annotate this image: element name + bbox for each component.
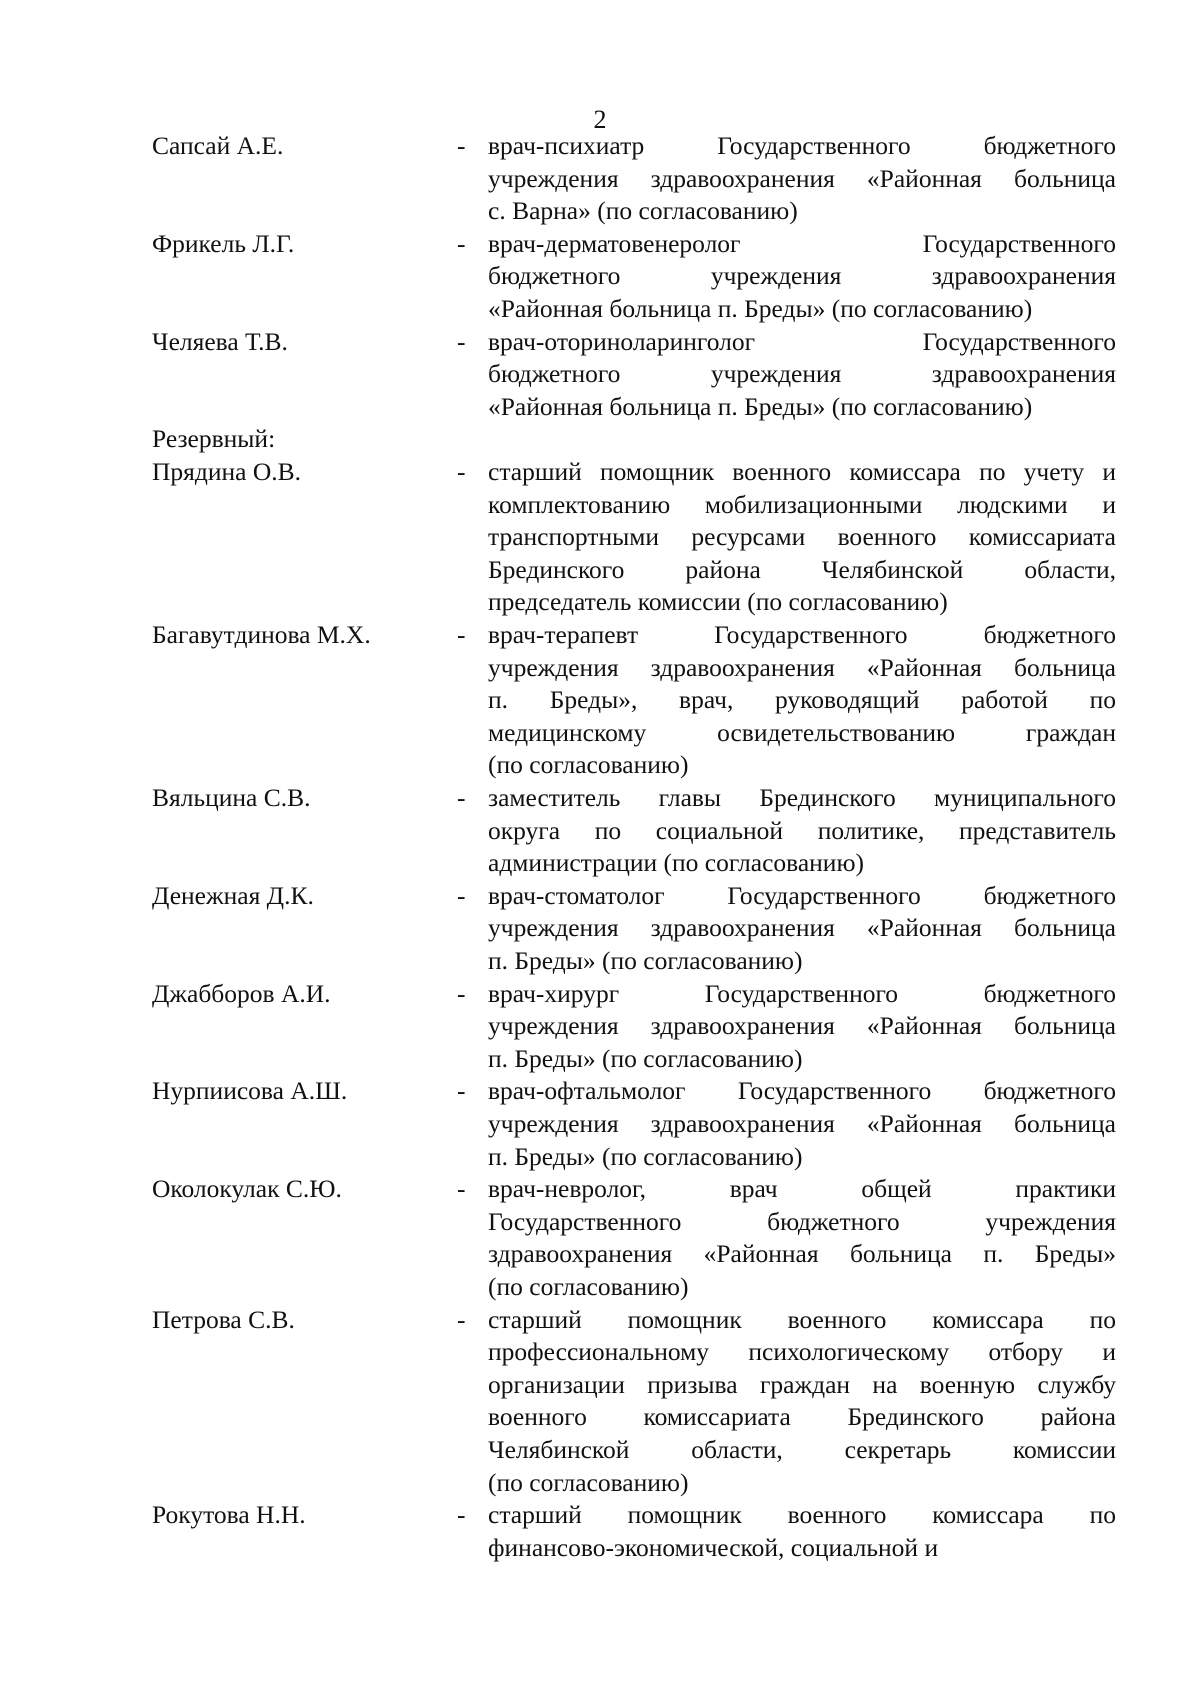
position-line: врач-оториноларинголог Государственного [488,326,1116,356]
member-name: Околокулак С.Ю. [152,1174,342,1204]
position-line: здравоохранения «Районная больница п. Бреды» [488,1239,1116,1269]
member-name: Рокутова Н.Н. [152,1500,306,1530]
position-line: военного комиссариата Брединского района [488,1402,1116,1432]
position-line: учреждения здравоохранения «Районная больница [488,163,1116,193]
position-line: финансово-экономической, социальной и [488,1532,939,1562]
member-position [488,1499,1116,1564]
entry-dash: - [457,228,466,258]
reserve-heading: Резервный: [152,424,276,454]
position-line: учреждения здравоохранения «Районная больница [488,913,1116,943]
entry-dash: - [457,1076,466,1106]
member-position [488,130,1116,228]
position-line: Челябинской области, секретарь комиссии [488,1434,1116,1464]
member-name: Джабборов А.И. [152,978,331,1008]
position-line: администрации (по согласованию) [488,848,864,878]
position-line: врач-хирург Государственного бюджетного [488,978,1116,1008]
position-line: бюджетного учреждения здравоохранения [488,261,1116,291]
member-name: Багавутдинова М.Х. [152,620,371,649]
position-line: (по согласованию) [488,1467,689,1497]
position-line: (по согласованию) [488,1271,689,1301]
member-position [488,782,1116,880]
position-line: Брединского района Челябинской области, [488,554,1116,584]
position-line: старший помощник военного комиссара по [488,1500,1116,1530]
position-line: врач-терапевт Государственного бюджетного [488,620,1116,649]
position-line: организации призыва граждан на военную службу [488,1369,1116,1399]
entry-dash: - [457,978,466,1008]
position-line: врач-психиатр Государственного бюджетного [488,131,1116,160]
position-line: п. Бреды» (по согласованию) [488,945,803,975]
position-line: врач-дерматовенеролог Государственного [488,228,1116,258]
position-line: врач-стоматолог Государственного бюджетного [488,880,1116,910]
member-position [488,1075,1116,1173]
member-name: Нурпиисова А.Ш. [152,1076,348,1106]
member-position [488,326,1116,424]
page-number: 2 [593,105,607,134]
position-line: п. Бреды», врач, руководящий работой по [488,685,1116,715]
member-name: Вяльцина С.В. [152,783,311,812]
entry-dash: - [457,131,466,160]
position-line: «Районная больница п. Бреды» (по согласованию) [488,293,1033,323]
member-position [488,880,1116,978]
position-line: старший помощник военного комиссара по учету и [488,457,1116,486]
entry-dash: - [457,1304,466,1334]
position-line: округа по социальной политике, представитель [488,815,1116,845]
entry-dash: - [457,620,466,649]
member-position [488,228,1116,326]
entry-dash: - [457,326,466,356]
position-line: Государственного бюджетного учреждения [488,1206,1116,1236]
member-position [488,456,1116,619]
member-name: Петрова С.В. [152,1304,295,1334]
position-line: председатель комиссии (по согласованию) [488,587,948,617]
position-line: бюджетного учреждения здравоохранения [488,359,1116,389]
position-line: медицинскому освидетельствованию граждан [488,717,1116,747]
member-name: Прядина О.В. [152,457,302,486]
entry-dash: - [457,880,466,910]
position-line: старший помощник военного комиссара по [488,1304,1116,1334]
member-position [488,978,1116,1076]
position-line: с. Варна» (по согласованию) [488,196,798,226]
position-line: врач-офтальмолог Государственного бюджетного [488,1076,1116,1106]
member-position [488,1304,1116,1500]
entry-dash: - [457,1174,466,1204]
member-name: Сапсай А.Е. [152,131,284,160]
position-line: заместитель главы Брединского муниципального [488,783,1116,812]
entry-dash: - [457,1500,466,1530]
position-line: учреждения здравоохранения «Районная больница [488,1011,1116,1041]
entry-dash: - [457,783,466,812]
position-line: п. Бреды» (по согласованию) [488,1043,803,1073]
member-name: Челяева Т.В. [152,326,288,356]
member-name: Фрикель Л.Г. [152,228,295,258]
position-line: учреждения здравоохранения «Районная больница [488,652,1116,682]
position-line: учреждения здравоохранения «Районная больница [488,1108,1116,1138]
position-line: профессиональному психологическому отбору и [488,1337,1116,1367]
position-line: «Районная больница п. Бреды» (по согласованию) [488,391,1033,421]
position-line: транспортными ресурсами военного комиссариата [488,522,1116,552]
position-line: (по согласованию) [488,750,689,780]
position-line: комплектованию мобилизационными людскими и [488,489,1116,519]
member-position [488,619,1116,782]
member-position [488,1173,1116,1303]
entry-dash: - [457,457,466,486]
position-line: п. Бреды» (по согласованию) [488,1141,803,1171]
member-name: Денежная Д.К. [152,880,314,910]
position-line: врач-невролог, врач общей практики [488,1174,1116,1204]
